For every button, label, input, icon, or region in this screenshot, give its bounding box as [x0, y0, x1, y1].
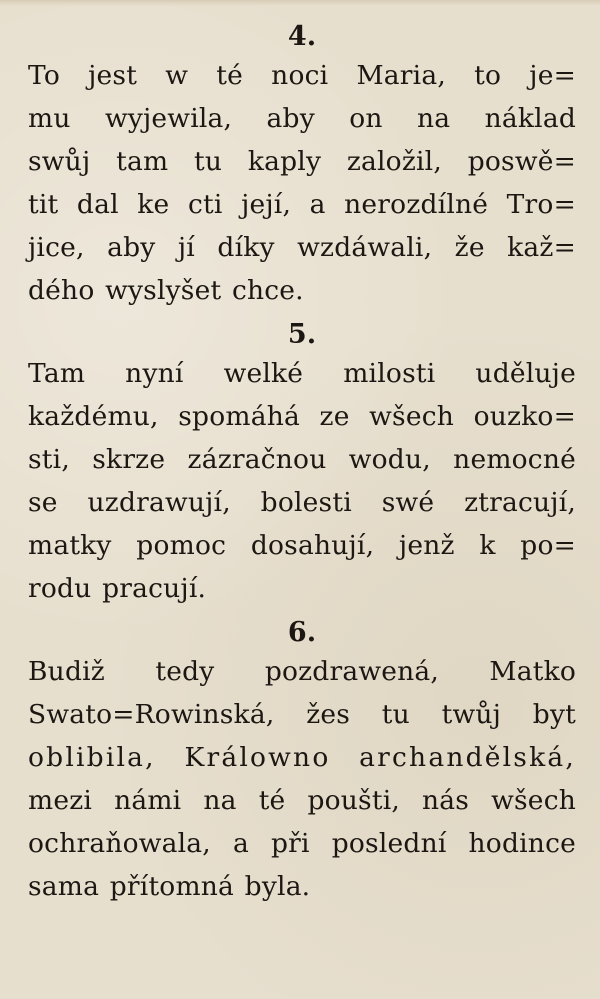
page-top-edge [0, 0, 600, 6]
verse-line: rodu pracují. [28, 573, 207, 604]
verse-line: se uzdrawují, bolesti swé ztracují, [28, 487, 576, 518]
verse-line: swůj tam tu kaply založil, poswě= [28, 146, 576, 177]
verse-line: matky pomoc dosahují, jenž k po= [28, 530, 576, 561]
verse-line: dého wyslyšet chce. [28, 275, 304, 306]
verse-line: sti, skrze zázračnou wodu, nemocné [28, 444, 576, 475]
verse-number: 5. [287, 319, 317, 350]
verse-line: ochraňowala, a při poslední hodince [28, 828, 576, 859]
verse-line: každému, spomáhá ze wšech ouzko= [28, 401, 576, 432]
verse-line: To jest w té noci Maria, to je= [28, 60, 576, 91]
verse-line: oblibila, Králowno archandělská, [28, 742, 576, 773]
verse-section-6 [28, 618, 576, 908]
verse-line: sama přítomná byla. [28, 871, 311, 902]
verse-line: mezi námi na té poušti, nás wšech [28, 785, 576, 816]
verse-line: Tam nyní welké milosti uděluje [28, 358, 576, 389]
verse-number: 4. [287, 21, 317, 52]
verse-section-4 [28, 22, 576, 312]
verse-line: mu wyjewila, aby on na náklad [28, 103, 576, 134]
verse-line: tit dal ke cti její, a nerozdílné Tro= [28, 189, 576, 220]
verse-section-5 [28, 320, 576, 610]
verse-number: 6. [287, 617, 317, 648]
verse-line: Swato=Rowinská, žes tu twůj byt [28, 699, 576, 730]
verse-line: jice, aby jí díky wzdáwali, že kaž= [28, 232, 576, 263]
verse-line: Budiž tedy pozdrawená, Matko [28, 656, 576, 687]
